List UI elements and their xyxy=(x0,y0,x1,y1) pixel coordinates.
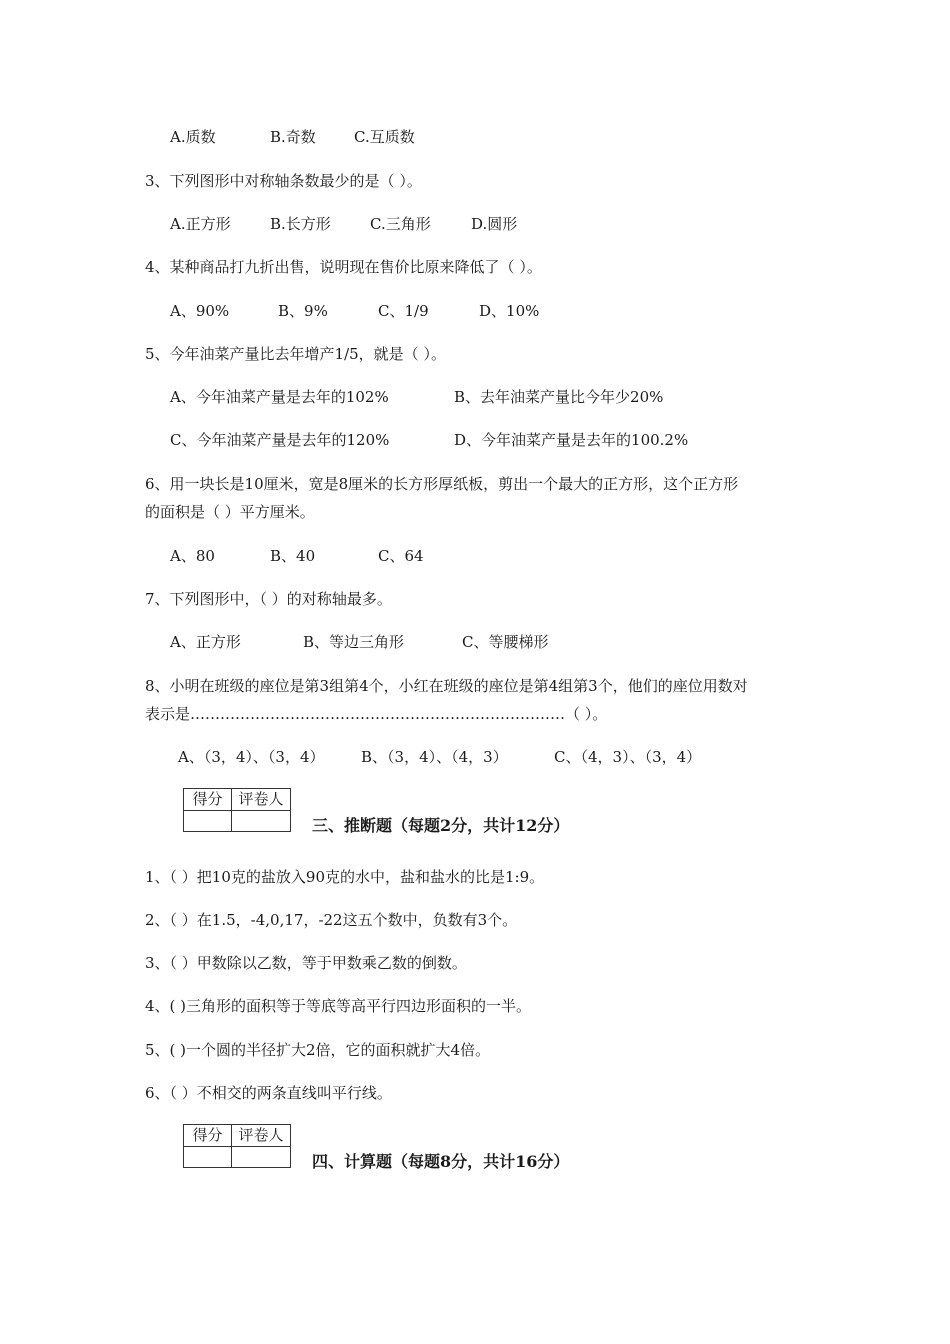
q6-option-b: B、40 xyxy=(270,547,316,565)
q6-option-c: C、64 xyxy=(378,547,424,565)
q8-stem-line1: 8、小明在班级的座位是第3组第4个，小红在班级的座位是第4组第3个，他们的座位用数对 xyxy=(145,677,748,695)
q2-option-b: B.奇数 xyxy=(270,128,316,146)
s3-item-1: 1、（ ）把10克的盐放入90克的水中，盐和盐水的比是1:9。 xyxy=(145,868,545,886)
q4-option-d: D、10% xyxy=(479,302,540,320)
q3-option-d: D.圆形 xyxy=(471,215,518,233)
score-label: 得分 xyxy=(184,789,232,811)
q7-stem: 7、下列图形中，（ ）的对称轴最多。 xyxy=(145,590,392,608)
q5-option-d: D、今年油菜产量是去年的100.2% xyxy=(454,431,689,449)
section4-title: 四、计算题（每题8分，共计16分） xyxy=(312,1152,570,1171)
grader-label: 评卷人 xyxy=(232,1125,290,1147)
s3-item-5: 5、( )一个圆的半径扩大2倍，它的面积就扩大4倍。 xyxy=(145,1041,491,1059)
q3-option-b: B.长方形 xyxy=(270,215,331,233)
q8-option-a: A、（3，4）、（3，4） xyxy=(178,748,325,766)
score-cell[interactable] xyxy=(184,811,232,831)
score-cell[interactable] xyxy=(184,1147,232,1167)
s3-item-4: 4、( )三角形的面积等于等底等高平行四边形面积的一半。 xyxy=(145,997,532,1015)
score-box-section3 xyxy=(183,788,291,832)
q5-stem: 5、今年油菜产量比去年增产1/5，就是（ ）。 xyxy=(145,345,446,363)
q4-stem: 4、某种商品打九折出售，说明现在售价比原来降低了（ ）。 xyxy=(145,258,542,276)
q4-option-b: B、9% xyxy=(278,302,328,320)
grader-label: 评卷人 xyxy=(232,789,290,811)
q7-option-b: B、等边三角形 xyxy=(303,633,405,651)
q7-option-c: C、等腰梯形 xyxy=(462,633,549,651)
q2-option-a: A.质数 xyxy=(170,128,216,146)
s3-item-6: 6、（ ）不相交的两条直线叫平行线。 xyxy=(145,1084,392,1102)
score-label: 得分 xyxy=(184,1125,232,1147)
q3-stem: 3、下列图形中对称轴条数最少的是（ ）。 xyxy=(145,172,422,190)
q8-option-c: C、（4，3）、（3，4） xyxy=(554,748,702,766)
s3-item-3: 3、（ ）甲数除以乙数，等于甲数乘乙数的倒数。 xyxy=(145,954,467,972)
q4-option-c: C、1/9 xyxy=(378,302,429,320)
q5-option-a: A、今年油菜产量是去年的102% xyxy=(170,388,389,406)
q7-option-a: A、正方形 xyxy=(170,633,241,651)
q3-option-c: C.三角形 xyxy=(370,215,431,233)
q5-option-c: C、今年油菜产量是去年的120% xyxy=(170,431,390,449)
grader-cell[interactable] xyxy=(232,811,290,831)
section3-title: 三、推断题（每题2分，共计12分） xyxy=(312,816,570,835)
q6-option-a: A、80 xyxy=(170,547,215,565)
q3-option-a: A.正方形 xyxy=(170,215,231,233)
q8-stem-line2: 表示是…………………………………………………………………（ ）。 xyxy=(145,705,608,723)
score-box-section4 xyxy=(183,1124,291,1168)
grader-cell[interactable] xyxy=(232,1147,290,1167)
s3-item-2: 2、（ ）在1.5，-4,0,17，-22这五个数中，负数有3个。 xyxy=(145,911,518,929)
q2-option-c: C.互质数 xyxy=(354,128,415,146)
q6-stem-line1: 6、用一块长是10厘米，宽是8厘米的长方形厚纸板，剪出一个最大的正方形，这个正方形 xyxy=(145,475,739,493)
q4-option-a: A、90% xyxy=(170,302,230,320)
q5-option-b: B、去年油菜产量比今年少20% xyxy=(454,388,664,406)
q6-stem-line2: 的面积是（ ）平方厘米。 xyxy=(145,503,315,521)
q8-option-b: B、（3，4）、（4，3） xyxy=(361,748,508,766)
